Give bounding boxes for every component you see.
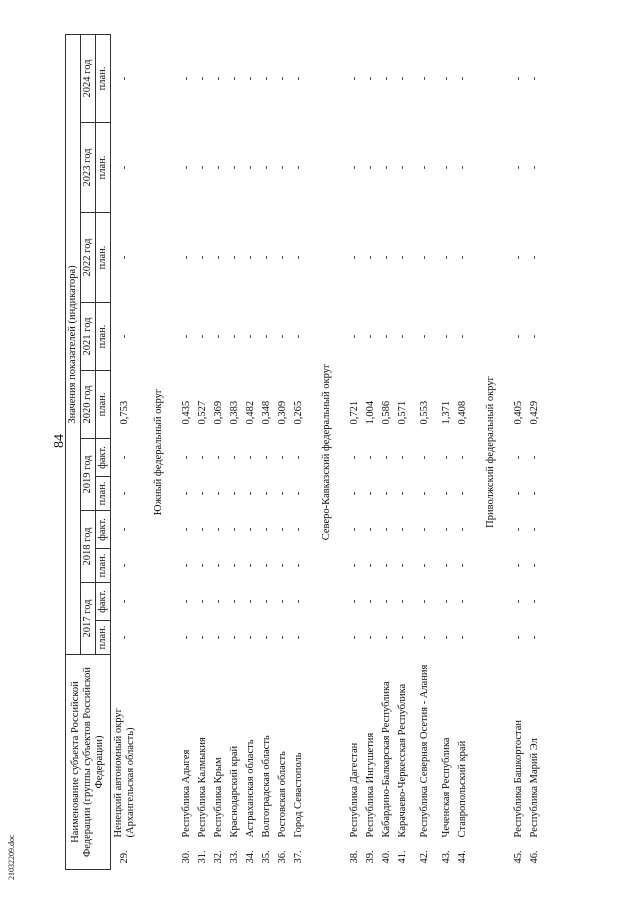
- value-dash: -: [181, 455, 192, 460]
- value-dash: -: [277, 491, 288, 496]
- region-name: Астраханская область: [245, 739, 256, 838]
- value-dash: -: [457, 599, 468, 604]
- table-row: [439, 34, 455, 869]
- value-dash: -: [213, 255, 224, 260]
- value-dash: -: [513, 334, 524, 339]
- value-dash: -: [293, 455, 304, 460]
- value-dash: -: [441, 76, 452, 81]
- header-plan: план.: [96, 122, 111, 212]
- value-dash: -: [381, 334, 392, 339]
- value-dash: -: [181, 635, 192, 640]
- table-row: [179, 34, 195, 869]
- value-dash: -: [397, 491, 408, 496]
- table-row: [227, 34, 243, 869]
- value-dash: -: [349, 527, 360, 532]
- indicator-table: [65, 34, 543, 870]
- value-dash: -: [513, 255, 524, 260]
- header-year-2022: 2022 год: [81, 212, 96, 302]
- value-dash: -: [277, 527, 288, 532]
- region-name: Республика Марий Эл: [529, 738, 540, 838]
- value-dash: -: [213, 563, 224, 568]
- value-2020-plan: 0,429: [529, 400, 540, 425]
- header-plan: план.: [96, 302, 111, 370]
- value-dash: -: [419, 165, 430, 170]
- region-name: Краснодарский край: [229, 745, 240, 838]
- value-dash: -: [529, 165, 540, 170]
- table-row: [527, 34, 543, 869]
- value-dash: -: [119, 165, 130, 170]
- value-dash: -: [381, 76, 392, 81]
- value-dash: -: [229, 563, 240, 568]
- value-dash: -: [419, 527, 430, 532]
- value-dash: -: [213, 635, 224, 640]
- region-name: Карачаево-Черкесская Республика: [397, 683, 408, 838]
- value-dash: -: [229, 455, 240, 460]
- value-dash: -: [213, 76, 224, 81]
- value-dash: -: [119, 76, 130, 81]
- value-dash: -: [197, 255, 208, 260]
- value-dash: -: [261, 255, 272, 260]
- value-dash: -: [293, 165, 304, 170]
- value-dash: -: [245, 255, 256, 260]
- value-dash: -: [513, 165, 524, 170]
- value-dash: -: [229, 165, 240, 170]
- value-dash: -: [529, 599, 540, 604]
- table-row: [379, 34, 395, 869]
- value-dash: -: [213, 165, 224, 170]
- header-year-2019: 2019 год: [81, 438, 96, 510]
- value-dash: -: [119, 563, 130, 568]
- row-number: 31.: [197, 850, 208, 864]
- header-fact: факт.: [96, 582, 111, 620]
- value-dash: -: [365, 491, 376, 496]
- table-row: [259, 34, 275, 869]
- value-dash: -: [261, 76, 272, 81]
- value-dash: -: [261, 599, 272, 604]
- value-dash: -: [457, 635, 468, 640]
- table-row: [111, 34, 140, 869]
- value-dash: -: [457, 334, 468, 339]
- value-dash: -: [381, 491, 392, 496]
- row-number: 36.: [277, 850, 288, 864]
- value-dash: -: [419, 76, 430, 81]
- value-dash: -: [245, 491, 256, 496]
- value-2020-plan: 1,371: [441, 400, 452, 425]
- value-dash: -: [245, 527, 256, 532]
- value-dash: -: [457, 491, 468, 496]
- value-dash: -: [397, 76, 408, 81]
- header-values-title: Значения показателей (индикатора): [66, 34, 81, 654]
- value-dash: -: [419, 255, 430, 260]
- value-dash: -: [457, 563, 468, 568]
- header-fact: факт.: [96, 438, 111, 476]
- section-row: [139, 34, 179, 869]
- value-dash: -: [119, 491, 130, 496]
- header-plan: план.: [96, 620, 111, 654]
- table-row: [347, 34, 363, 869]
- value-dash: -: [397, 165, 408, 170]
- value-dash: -: [365, 255, 376, 260]
- value-dash: -: [245, 599, 256, 604]
- region-name: Город Севастополь: [293, 752, 304, 838]
- region-name: Республика Северная Осетия - Алания: [419, 664, 430, 838]
- value-dash: -: [277, 334, 288, 339]
- row-number: 38.: [349, 850, 360, 864]
- value-dash: -: [419, 455, 430, 460]
- row-number: 34.: [245, 850, 256, 864]
- value-dash: -: [529, 527, 540, 532]
- value-dash: -: [457, 76, 468, 81]
- value-dash: -: [119, 527, 130, 532]
- value-dash: -: [213, 334, 224, 339]
- value-2020-plan: 1,004: [365, 400, 376, 425]
- value-dash: -: [181, 334, 192, 339]
- value-dash: -: [365, 455, 376, 460]
- value-dash: -: [381, 165, 392, 170]
- value-2020-plan: 0,309: [277, 400, 288, 425]
- region-name: Республика Калмыкия: [197, 737, 208, 838]
- value-dash: -: [441, 455, 452, 460]
- value-dash: -: [197, 599, 208, 604]
- region-name: Республика Башкортостан: [513, 719, 524, 838]
- region-name: Волгоградская область: [261, 735, 272, 838]
- value-dash: -: [513, 527, 524, 532]
- value-dash: -: [513, 599, 524, 604]
- value-2020-plan: 0,482: [245, 400, 256, 425]
- value-dash: -: [457, 455, 468, 460]
- value-dash: -: [119, 455, 130, 460]
- value-dash: -: [213, 599, 224, 604]
- row-number: 37.: [293, 850, 304, 864]
- value-dash: -: [197, 491, 208, 496]
- value-dash: -: [349, 599, 360, 604]
- table-row: [511, 34, 527, 869]
- value-dash: -: [457, 527, 468, 532]
- value-dash: -: [441, 599, 452, 604]
- value-dash: -: [293, 255, 304, 260]
- value-dash: -: [181, 527, 192, 532]
- header-plan: план.: [96, 212, 111, 302]
- value-dash: -: [229, 527, 240, 532]
- value-2020-plan: 0,553: [419, 400, 430, 425]
- header-plan: план.: [96, 34, 111, 122]
- value-dash: -: [529, 255, 540, 260]
- value-dash: -: [529, 76, 540, 81]
- value-dash: -: [181, 165, 192, 170]
- header-name-column: Наименование субъекта Российской Федерации (группы субъектов Российской Федерации): [66, 654, 111, 869]
- table-row: [275, 34, 291, 869]
- region-name: Республика Дагестан: [349, 742, 360, 838]
- rotated-table-container: [65, 35, 615, 870]
- value-dash: -: [293, 527, 304, 532]
- value-dash: -: [349, 491, 360, 496]
- value-dash: -: [419, 599, 430, 604]
- value-2020-plan: 0,408: [457, 400, 468, 425]
- value-dash: -: [229, 255, 240, 260]
- value-dash: -: [293, 76, 304, 81]
- value-dash: -: [381, 455, 392, 460]
- region-name: Кабардино-Балкарская Республика: [381, 681, 392, 838]
- table-row: [411, 34, 439, 869]
- value-dash: -: [365, 334, 376, 339]
- table-body: [111, 34, 544, 869]
- row-number: 35.: [261, 850, 272, 864]
- row-number: 43.: [441, 850, 452, 864]
- value-dash: -: [365, 165, 376, 170]
- value-2020-plan: 0,586: [381, 400, 392, 425]
- value-dash: -: [365, 563, 376, 568]
- value-dash: -: [513, 76, 524, 81]
- value-dash: -: [293, 491, 304, 496]
- row-number: 46.: [529, 850, 540, 864]
- value-dash: -: [513, 635, 524, 640]
- value-dash: -: [397, 455, 408, 460]
- region-name: Республика Крым: [213, 757, 224, 838]
- value-2020-plan: 0,383: [229, 400, 240, 425]
- value-dash: -: [213, 527, 224, 532]
- value-dash: -: [381, 255, 392, 260]
- value-dash: -: [261, 165, 272, 170]
- value-dash: -: [365, 599, 376, 604]
- value-dash: -: [261, 334, 272, 339]
- page-number: 84: [52, 434, 67, 448]
- value-2020-plan: 0,435: [181, 400, 192, 425]
- row-number: 41.: [397, 850, 408, 864]
- value-dash: -: [397, 255, 408, 260]
- value-dash: -: [197, 455, 208, 460]
- value-dash: -: [229, 599, 240, 604]
- value-dash: -: [277, 563, 288, 568]
- value-dash: -: [197, 635, 208, 640]
- value-dash: -: [441, 165, 452, 170]
- value-dash: -: [397, 563, 408, 568]
- value-dash: -: [441, 491, 452, 496]
- value-dash: -: [381, 635, 392, 640]
- value-dash: -: [119, 635, 130, 640]
- document-reference: 21032209.doc: [7, 834, 16, 880]
- value-dash: -: [119, 599, 130, 604]
- value-dash: -: [457, 255, 468, 260]
- value-dash: -: [397, 527, 408, 532]
- value-dash: -: [441, 527, 452, 532]
- value-dash: -: [261, 635, 272, 640]
- value-dash: -: [261, 527, 272, 532]
- table-header: [66, 34, 111, 869]
- value-dash: -: [529, 563, 540, 568]
- value-dash: -: [229, 491, 240, 496]
- value-2020-plan: 0,265: [293, 400, 304, 425]
- value-dash: -: [365, 635, 376, 640]
- value-dash: -: [245, 563, 256, 568]
- value-dash: -: [397, 599, 408, 604]
- value-dash: -: [277, 635, 288, 640]
- value-dash: -: [197, 165, 208, 170]
- table-row: [211, 34, 227, 869]
- value-dash: -: [349, 635, 360, 640]
- value-dash: -: [119, 255, 130, 260]
- value-2020-plan: 0,721: [349, 400, 360, 425]
- value-dash: -: [293, 563, 304, 568]
- region-name: Чеченская Республика: [441, 737, 452, 838]
- value-dash: -: [397, 635, 408, 640]
- value-dash: -: [245, 165, 256, 170]
- value-2020-plan: 0,527: [197, 400, 208, 425]
- value-dash: -: [261, 563, 272, 568]
- value-dash: -: [293, 334, 304, 339]
- value-dash: -: [277, 255, 288, 260]
- value-dash: -: [513, 491, 524, 496]
- value-2020-plan: 0,405: [513, 400, 524, 425]
- value-dash: -: [245, 635, 256, 640]
- value-dash: -: [441, 255, 452, 260]
- value-dash: -: [245, 334, 256, 339]
- table-row: [291, 34, 307, 869]
- value-dash: -: [529, 455, 540, 460]
- row-number: 30.: [181, 850, 192, 864]
- value-dash: -: [441, 563, 452, 568]
- value-dash: -: [513, 563, 524, 568]
- value-dash: -: [419, 334, 430, 339]
- value-dash: -: [293, 599, 304, 604]
- value-dash: -: [197, 527, 208, 532]
- value-dash: -: [229, 334, 240, 339]
- region-name: Республика Адыгея: [181, 749, 192, 838]
- federal-district-heading: Северо-Кавказский федеральный округ: [321, 363, 332, 541]
- federal-district-heading: Приволжский федеральный округ: [485, 376, 496, 528]
- value-dash: -: [293, 635, 304, 640]
- value-dash: -: [181, 255, 192, 260]
- value-dash: -: [277, 165, 288, 170]
- value-dash: -: [229, 635, 240, 640]
- row-number: 45.: [513, 850, 524, 864]
- value-dash: -: [349, 255, 360, 260]
- value-dash: -: [197, 76, 208, 81]
- value-dash: -: [213, 455, 224, 460]
- value-2020-plan: 0,571: [397, 400, 408, 425]
- value-dash: -: [365, 76, 376, 81]
- header-year-2023: 2023 год: [81, 122, 96, 212]
- value-dash: -: [181, 76, 192, 81]
- value-dash: -: [181, 599, 192, 604]
- table-row: [363, 34, 379, 869]
- table-row: [243, 34, 259, 869]
- header-year-2021: 2021 год: [81, 302, 96, 370]
- value-dash: -: [181, 491, 192, 496]
- value-dash: -: [419, 635, 430, 640]
- value-dash: -: [457, 165, 468, 170]
- region-name: Ставропольский край: [457, 740, 468, 838]
- value-dash: -: [365, 527, 376, 532]
- value-dash: -: [277, 599, 288, 604]
- value-dash: -: [245, 76, 256, 81]
- value-dash: -: [419, 563, 430, 568]
- row-number: 40.: [381, 850, 392, 864]
- value-dash: -: [349, 165, 360, 170]
- section-row: [471, 34, 511, 869]
- row-number: 33.: [229, 850, 240, 864]
- value-dash: -: [277, 455, 288, 460]
- value-dash: -: [197, 334, 208, 339]
- region-name: Ненецкий автономный округ (Архангельская область): [113, 708, 136, 838]
- header-year-2018: 2018 год: [81, 510, 96, 582]
- row-number: 29.: [119, 850, 130, 864]
- value-dash: -: [261, 455, 272, 460]
- value-dash: -: [529, 635, 540, 640]
- value-dash: -: [419, 491, 430, 496]
- table-row: [195, 34, 211, 869]
- region-name: Ростовская область: [277, 751, 288, 838]
- region-name: Республика Ингушетия: [365, 732, 376, 838]
- value-dash: -: [261, 491, 272, 496]
- value-dash: -: [229, 76, 240, 81]
- header-fact: факт.: [96, 510, 111, 548]
- value-dash: -: [181, 563, 192, 568]
- header-plan: план.: [96, 548, 111, 582]
- value-dash: -: [529, 491, 540, 496]
- row-number: 44.: [457, 850, 468, 864]
- row-number: 32.: [213, 850, 224, 864]
- value-2020-plan: 0,369: [213, 400, 224, 425]
- value-2020-plan: 0,753: [119, 400, 130, 425]
- value-dash: -: [349, 455, 360, 460]
- value-dash: -: [381, 527, 392, 532]
- value-2020-plan: 0,348: [261, 400, 272, 425]
- value-dash: -: [513, 455, 524, 460]
- value-dash: -: [441, 635, 452, 640]
- row-number: 39.: [365, 850, 376, 864]
- header-plan: план.: [96, 476, 111, 510]
- value-dash: -: [397, 334, 408, 339]
- table-row: [395, 34, 411, 869]
- value-dash: -: [381, 599, 392, 604]
- section-row: [307, 34, 347, 869]
- value-dash: -: [349, 76, 360, 81]
- value-dash: -: [529, 334, 540, 339]
- header-year-2024: 2024 год: [81, 34, 96, 122]
- row-number: 42.: [419, 850, 430, 864]
- value-dash: -: [119, 334, 130, 339]
- table-row: [455, 34, 471, 869]
- value-dash: -: [349, 563, 360, 568]
- value-dash: -: [277, 76, 288, 81]
- value-dash: -: [213, 491, 224, 496]
- value-dash: -: [441, 334, 452, 339]
- header-year-2020: 2020 год: [81, 370, 96, 438]
- header-plan: план.: [96, 370, 111, 438]
- value-dash: -: [245, 455, 256, 460]
- value-dash: -: [381, 563, 392, 568]
- value-dash: -: [349, 334, 360, 339]
- federal-district-heading: Южный федеральный округ: [153, 388, 164, 516]
- header-year-2017: 2017 год: [81, 582, 96, 654]
- value-dash: -: [197, 563, 208, 568]
